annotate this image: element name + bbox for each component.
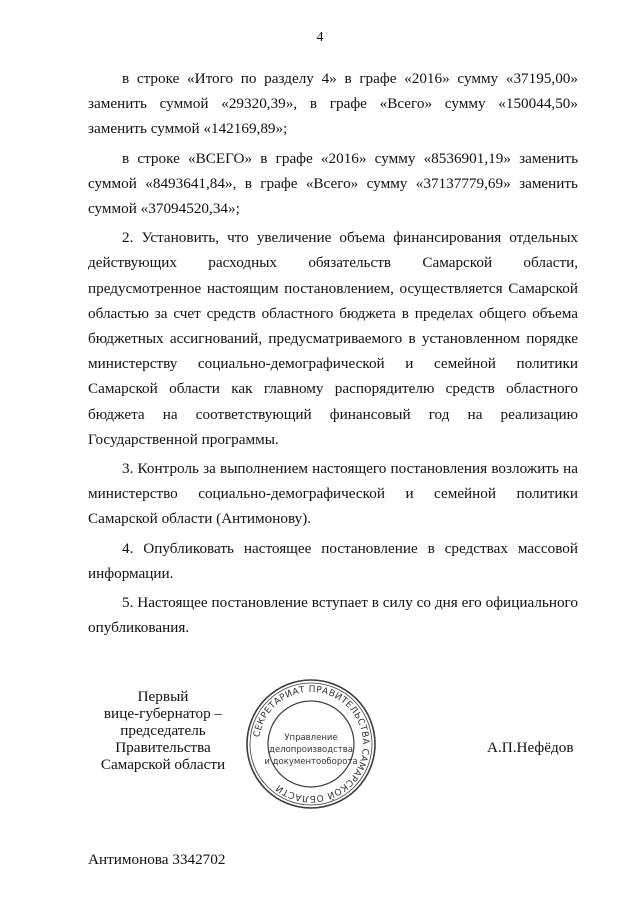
paragraph-5: 4. Опубликовать настоящее постановление в средствах массовой информации.: [88, 539, 578, 582]
signatory-title-line: Первый: [137, 688, 189, 705]
signatory-title-line: Самарской области: [100, 756, 226, 773]
document-body: [88, 66, 578, 640]
signatory-name: А.П.Нефёдов: [487, 739, 574, 756]
executor-footer: Антимонова 3342702: [88, 851, 226, 868]
signatory-title: [80, 688, 246, 773]
stamp-seal-icon: [244, 677, 378, 811]
signatory-title-line: вице-губернатор –: [103, 705, 223, 722]
stamp-inner-line: и документооборота: [264, 757, 358, 767]
official-stamp: [244, 677, 378, 811]
stamp-inner-line: Управление: [284, 733, 338, 743]
paragraph-6: 5. Настоящее постановление вступает в силу со дня его официального опубликования.: [88, 594, 578, 637]
paragraph-1: в строке «Итого по разделу 4» в графе «2016» сумму «37195,00» заменить суммой «29320,39», в графе «Всего» сумму «150044,50» заменить суммой «142169,89»;: [88, 70, 578, 138]
svg-text:СЕКРЕТАРИАТ ПРАВИТЕЛЬСТВА САМА: [252, 685, 370, 803]
paragraph-4: 3. Контроль за выполнением настоящего постановления возложить на министерство социально-демографической и семейной политики Самарской области (Антимонову).: [88, 460, 578, 528]
paragraph-2: в строке «ВСЕГО» в графе «2016» сумму «8536901,19» заменить суммой «8493641,84», в графе «Всего» сумму «37137779,69» заменить суммой «37094520,34»;: [88, 149, 578, 218]
signatory-title-line: председатель Правительства: [115, 722, 211, 756]
stamp-inner-line: делопроизводства: [269, 745, 353, 755]
stamp-outer-text: СЕКРЕТАРИАТ ПРАВИТЕЛЬСТВА САМАРСКОЙ ОБЛАСТИ: [252, 684, 371, 804]
page-number: 4: [316, 30, 324, 45]
paragraph-3: 2. Установить, что увеличение объема финансирования отдельных действующих расходных обязательств Самарской области, предусмотренное настоящим постановлением, осуществляется Самарской областью за счет средств областного бюджета в пределах общего объема бюджетных ассигнований, предусматриваемого в установленном порядке министерству социально-демографической и семейной политики Самарской области как главному распорядителю средств областного бюджета на соответствующий финансовый год на реализацию Государственной программы.: [88, 229, 578, 448]
